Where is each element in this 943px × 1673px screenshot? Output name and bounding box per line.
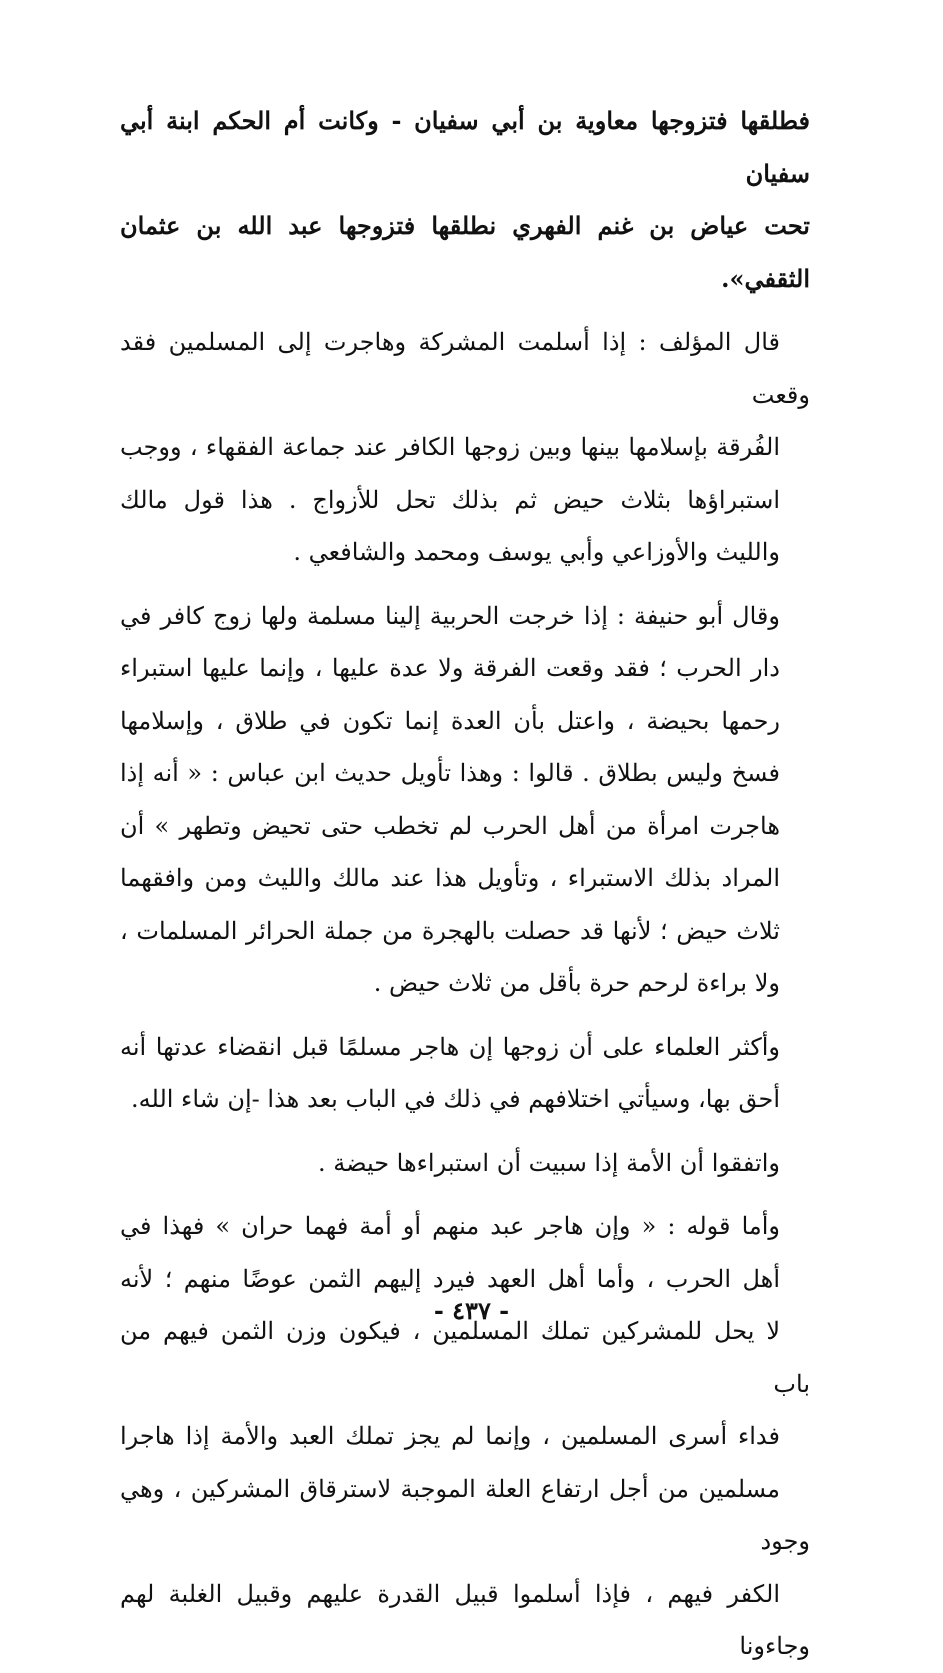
text-line: واتفقوا أن الأمة إذا سبيت أن استبراءها حيضة .	[318, 1148, 780, 1177]
text-line: استبراؤها بثلاث حيض ثم بذلك تحل للأزواج . هذا قول مالك	[120, 485, 780, 514]
paragraph	[120, 1137, 810, 1190]
text-line: وأكثر العلماء على أن زوجها إن هاجر مسلمًا قبل انقضاء عدتها أنه	[120, 1032, 780, 1061]
text-line: فطلقها فتزوجها معاوية بن أبي سفيان - وكانت أم الحكم ابنة أبي سفيان	[120, 106, 810, 188]
text-line: الفُرقة بإسلامها بينها وبين زوجها الكافر عند جماعة الفقهاء ، ووجب	[120, 433, 780, 461]
paragraph	[120, 1200, 810, 1673]
text-line: وأما قوله : « وإن هاجر عبد منهم أو أمة فهما حران » فهذا في	[120, 1212, 780, 1240]
text-line: أحق بها، وسيأتي اختلافهم في ذلك في الباب بعد هذا -إن شاء الله.	[131, 1085, 780, 1113]
text-line: مسلمين من أجل ارتفاع العلة الموجبة لاسترقاق المشركين ، وهي وجود	[120, 1474, 810, 1555]
text-line: الكفر فيهم ، فإذا أسلموا قبيل القدرة عليهم وقبيل الغلبة لهم وجاءونا	[120, 1579, 810, 1660]
text-line: لا يحل للمشركين تملك المسلمين ، فيكون وزن الثمن فيهم من باب	[120, 1317, 810, 1398]
text-line: فداء أسرى المسلمين ، وإنما لم يجز تملك العبد والأمة إذا هاجرا	[120, 1422, 780, 1450]
paragraph	[120, 590, 810, 1010]
text-line: فسخ وليس بطلاق . قالوا : وهذا تأويل حديث ابن عباس : « أنه إذا	[120, 759, 780, 787]
text-line: تحت عياض بن غنم الفهري نطلقها فتزوجها عبد الله بن عثمان الثقفي».‏	[120, 211, 810, 293]
paragraph	[120, 1021, 810, 1126]
text-line: هاجرت امرأة من أهل الحرب لم تخطب حتى تحيض وتطهر » أن	[120, 811, 780, 840]
page-number: - ٤٣٧ -	[433, 1296, 510, 1325]
page-body-text	[120, 95, 810, 1673]
text-line: المراد بذلك الاستبراء ، وتأويل هذا عند مالك والليث ومن وافقهما	[120, 864, 780, 892]
paragraph	[120, 95, 810, 305]
text-line: قال المؤلف : إذا أسلمت المشركة وهاجرت إلى المسلمين فقد وقعت	[120, 328, 810, 409]
text-line: أهل الحرب ، وأما أهل العهد فيرد إليهم الثمن عوضًا منهم ؛ لأنه	[120, 1264, 780, 1293]
text-line: ثلاث حيض ؛ لأنها قد حصلت بالهجرة من جملة الحرائر المسلمات ،	[120, 916, 780, 945]
text-line: ولا براءة لرحم حرة بأقل من ثلاث حيض .	[373, 969, 780, 997]
paragraph	[120, 316, 810, 579]
text-line: والليث والأوزاعي وأبي يوسف ومحمد والشافعي .	[293, 538, 780, 566]
text-line: رحمها بحيضة ، واعتل بأن العدة إنما تكون في طلاق ، وإسلامها	[120, 706, 780, 735]
text-line: وقال أبو حنيفة : إذا خرجت الحربية إلينا مسلمة ولها زوج كافر في	[120, 601, 780, 630]
text-line: دار الحرب ؛ فقد وقعت الفرقة ولا عدة عليها ، وإنما عليها استبراء	[120, 654, 780, 682]
